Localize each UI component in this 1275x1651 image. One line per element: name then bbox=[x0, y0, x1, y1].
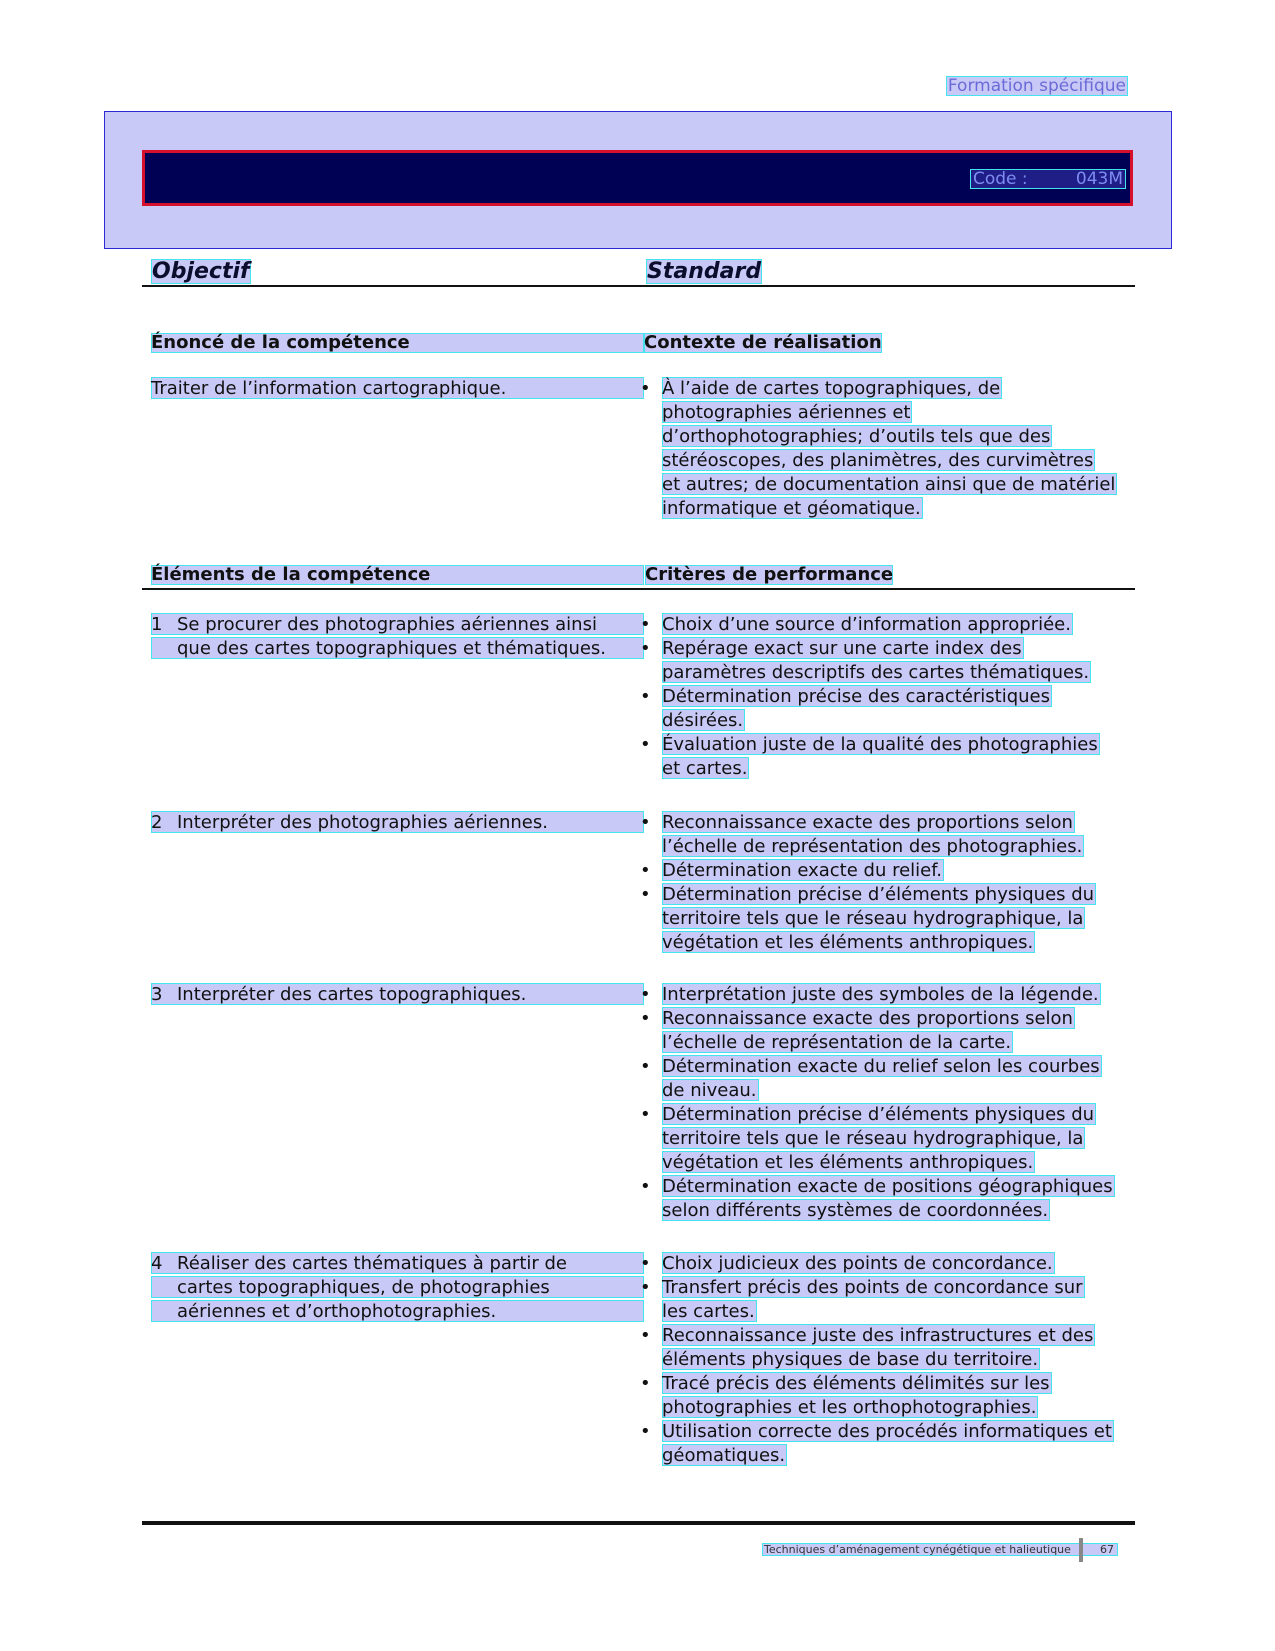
criterion-item bbox=[640, 1103, 1115, 1173]
criterion-line: Détermination exacte du relief. bbox=[662, 860, 942, 881]
criterion-line: Détermination exacte de positions géographiques bbox=[662, 1176, 1113, 1197]
criterion-line: Détermination exacte du relief selon les courbes bbox=[662, 1056, 1100, 1077]
bullet-icon: • bbox=[640, 1373, 651, 1394]
criterion-item bbox=[640, 733, 1100, 779]
element-line-text: Interpréter des cartes topographiques. bbox=[177, 984, 527, 1005]
page-number: 67 bbox=[1100, 1543, 1114, 1556]
criterion-line: et cartes. bbox=[662, 758, 748, 779]
criterion-item bbox=[640, 1276, 1114, 1322]
criterion-line: Choix judicieux des points de concordance. bbox=[662, 1253, 1053, 1274]
bullet-icon: • bbox=[640, 1104, 651, 1125]
contexte-list bbox=[640, 377, 1117, 521]
enonce-text-line: Traiter de l’information cartographique. bbox=[151, 377, 644, 399]
element-line bbox=[151, 811, 644, 833]
criterion-line: photographies et les orthophotographies. bbox=[662, 1397, 1037, 1418]
code-label: Code : bbox=[973, 169, 1028, 189]
criterion-line: Transfert précis des points de concordance sur bbox=[662, 1277, 1083, 1298]
criterion-item bbox=[640, 983, 1115, 1005]
element-2-criteria bbox=[640, 811, 1096, 955]
element-line bbox=[151, 1252, 644, 1274]
criterion-item bbox=[640, 637, 1100, 683]
criterion-item bbox=[640, 1420, 1114, 1466]
element-line bbox=[151, 983, 644, 1005]
criterion-line: végétation et les éléments anthropiques. bbox=[662, 932, 1034, 953]
criterion-line: paramètres descriptifs des cartes thématiques. bbox=[662, 662, 1090, 683]
element-number: 1 bbox=[151, 614, 163, 635]
contexte-line: informatique et géomatique. bbox=[662, 498, 921, 519]
criterion-line: Détermination précise d’éléments physiques du bbox=[662, 1104, 1095, 1125]
bullet-icon: • bbox=[640, 1176, 651, 1197]
criterion-line: géomatiques. bbox=[662, 1445, 786, 1466]
bullet-icon: • bbox=[640, 884, 651, 905]
criterion-line: Choix d’une source d’information appropriée. bbox=[662, 614, 1071, 635]
contexte-line: À l’aide de cartes topographiques, de bbox=[662, 378, 1001, 399]
element-number: 4 bbox=[151, 1253, 163, 1274]
contexte-line: stéréoscopes, des planimètres, des curvimètres bbox=[662, 450, 1094, 471]
bullet-icon: • bbox=[640, 812, 651, 833]
competency-code-bar bbox=[142, 150, 1133, 206]
criterion-item bbox=[640, 1372, 1114, 1418]
program-section-label: Formation spécifique bbox=[947, 76, 1126, 96]
bullet-icon: • bbox=[640, 378, 651, 399]
criterion-line: Détermination précise des caractéristiques bbox=[662, 686, 1051, 707]
criterion-line: Tracé précis des éléments délimités sur les bbox=[662, 1373, 1050, 1394]
footer-rule bbox=[142, 1521, 1135, 1525]
criterion-line: l’échelle de représentation des photographies. bbox=[662, 836, 1083, 857]
column-heading-standard: Standard bbox=[647, 259, 762, 284]
bullet-icon: • bbox=[640, 1277, 651, 1298]
criterion-line: Interprétation juste des symboles de la légende. bbox=[662, 984, 1099, 1005]
column-heading-objectif: Objectif bbox=[152, 259, 250, 284]
bullet-icon: • bbox=[640, 1008, 651, 1029]
element-line-text: Interpréter des photographies aériennes. bbox=[177, 812, 548, 833]
footer-program-name: Techniques d’aménagement cynégétique et halieutique bbox=[762, 1543, 1118, 1556]
footer-separator bbox=[1079, 1538, 1083, 1562]
bullet-icon: • bbox=[640, 1253, 651, 1274]
contexte-line: photographies aériennes et bbox=[662, 402, 911, 423]
section-rule bbox=[142, 588, 1135, 590]
element-3-criteria bbox=[640, 983, 1115, 1223]
contexte-line: d’orthophotographies; d’outils tels que des bbox=[662, 426, 1051, 447]
element-4 bbox=[151, 1252, 644, 1324]
bullet-icon: • bbox=[640, 638, 651, 659]
contexte-item bbox=[640, 377, 1117, 519]
criterion-item bbox=[640, 859, 1096, 881]
bullet-icon: • bbox=[640, 734, 651, 755]
criterion-item bbox=[640, 883, 1096, 953]
criterion-line: les cartes. bbox=[662, 1301, 755, 1322]
element-line-text: Réaliser des cartes thématiques à partir de bbox=[177, 1253, 567, 1274]
criterion-line: éléments physiques de base du territoire. bbox=[662, 1349, 1039, 1370]
criterion-line: selon différents systèmes de coordonnées. bbox=[662, 1200, 1049, 1221]
element-2 bbox=[151, 811, 644, 835]
criterion-line: de niveau. bbox=[662, 1080, 757, 1101]
contexte-title: Contexte de réalisation bbox=[644, 332, 882, 353]
elements-title: Éléments de la compétence bbox=[151, 565, 644, 585]
criterion-line: désirées. bbox=[662, 710, 744, 731]
criterion-line: l’échelle de représentation de la carte. bbox=[662, 1032, 1012, 1053]
criterion-line: territoire tels que le réseau hydrographique, la bbox=[662, 908, 1084, 929]
criterion-line: Reconnaissance juste des infrastructures et des bbox=[662, 1325, 1094, 1346]
bullet-icon: • bbox=[640, 984, 651, 1005]
element-line: aériennes et d’orthophotographies. bbox=[151, 1300, 644, 1322]
code-value: 043M bbox=[1075, 169, 1123, 189]
criterion-line: Utilisation correcte des procédés informatiques et bbox=[662, 1421, 1112, 1442]
element-number: 3 bbox=[151, 984, 163, 1005]
competency-banner bbox=[104, 111, 1172, 249]
enonce-title: Énoncé de la compétence bbox=[151, 333, 644, 353]
element-1 bbox=[151, 613, 644, 661]
criterion-line: Repérage exact sur une carte index des bbox=[662, 638, 1022, 659]
criterion-item bbox=[640, 613, 1100, 635]
bullet-icon: • bbox=[640, 1056, 651, 1077]
criterion-item bbox=[640, 685, 1100, 731]
bullet-icon: • bbox=[640, 1325, 651, 1346]
element-4-criteria bbox=[640, 1252, 1114, 1468]
criterion-line: Reconnaissance exacte des proportions selon bbox=[662, 812, 1073, 833]
criterion-line: Évaluation juste de la qualité des photographies bbox=[662, 734, 1098, 755]
criterion-item bbox=[640, 1252, 1114, 1274]
element-line-text: Se procurer des photographies aériennes ainsi bbox=[177, 614, 597, 635]
bullet-icon: • bbox=[640, 686, 651, 707]
bullet-icon: • bbox=[640, 614, 651, 635]
contexte-line: et autres; de documentation ainsi que de matériel bbox=[662, 474, 1116, 495]
criterion-item bbox=[640, 1175, 1115, 1221]
criterion-item bbox=[640, 1007, 1115, 1053]
element-number: 2 bbox=[151, 812, 163, 833]
criteres-title: Critères de performance bbox=[645, 564, 894, 585]
criterion-item bbox=[640, 811, 1096, 857]
bullet-icon: • bbox=[640, 860, 651, 881]
competency-code bbox=[970, 169, 1126, 189]
criterion-line: végétation et les éléments anthropiques. bbox=[662, 1152, 1034, 1173]
heading-rule bbox=[142, 285, 1135, 287]
criterion-item bbox=[640, 1055, 1115, 1101]
enonce-text bbox=[151, 377, 644, 401]
criterion-line: Reconnaissance exacte des proportions selon bbox=[662, 1008, 1073, 1029]
element-line: que des cartes topographiques et thématiques. bbox=[151, 637, 644, 659]
element-line bbox=[151, 613, 644, 635]
element-1-criteria bbox=[640, 613, 1100, 781]
element-3 bbox=[151, 983, 644, 1007]
criterion-item bbox=[640, 1324, 1114, 1370]
criterion-line: territoire tels que le réseau hydrographique, la bbox=[662, 1128, 1084, 1149]
element-line: cartes topographiques, de photographies bbox=[151, 1276, 644, 1298]
bullet-icon: • bbox=[640, 1421, 651, 1442]
criterion-line: Détermination précise d’éléments physiques du bbox=[662, 884, 1095, 905]
